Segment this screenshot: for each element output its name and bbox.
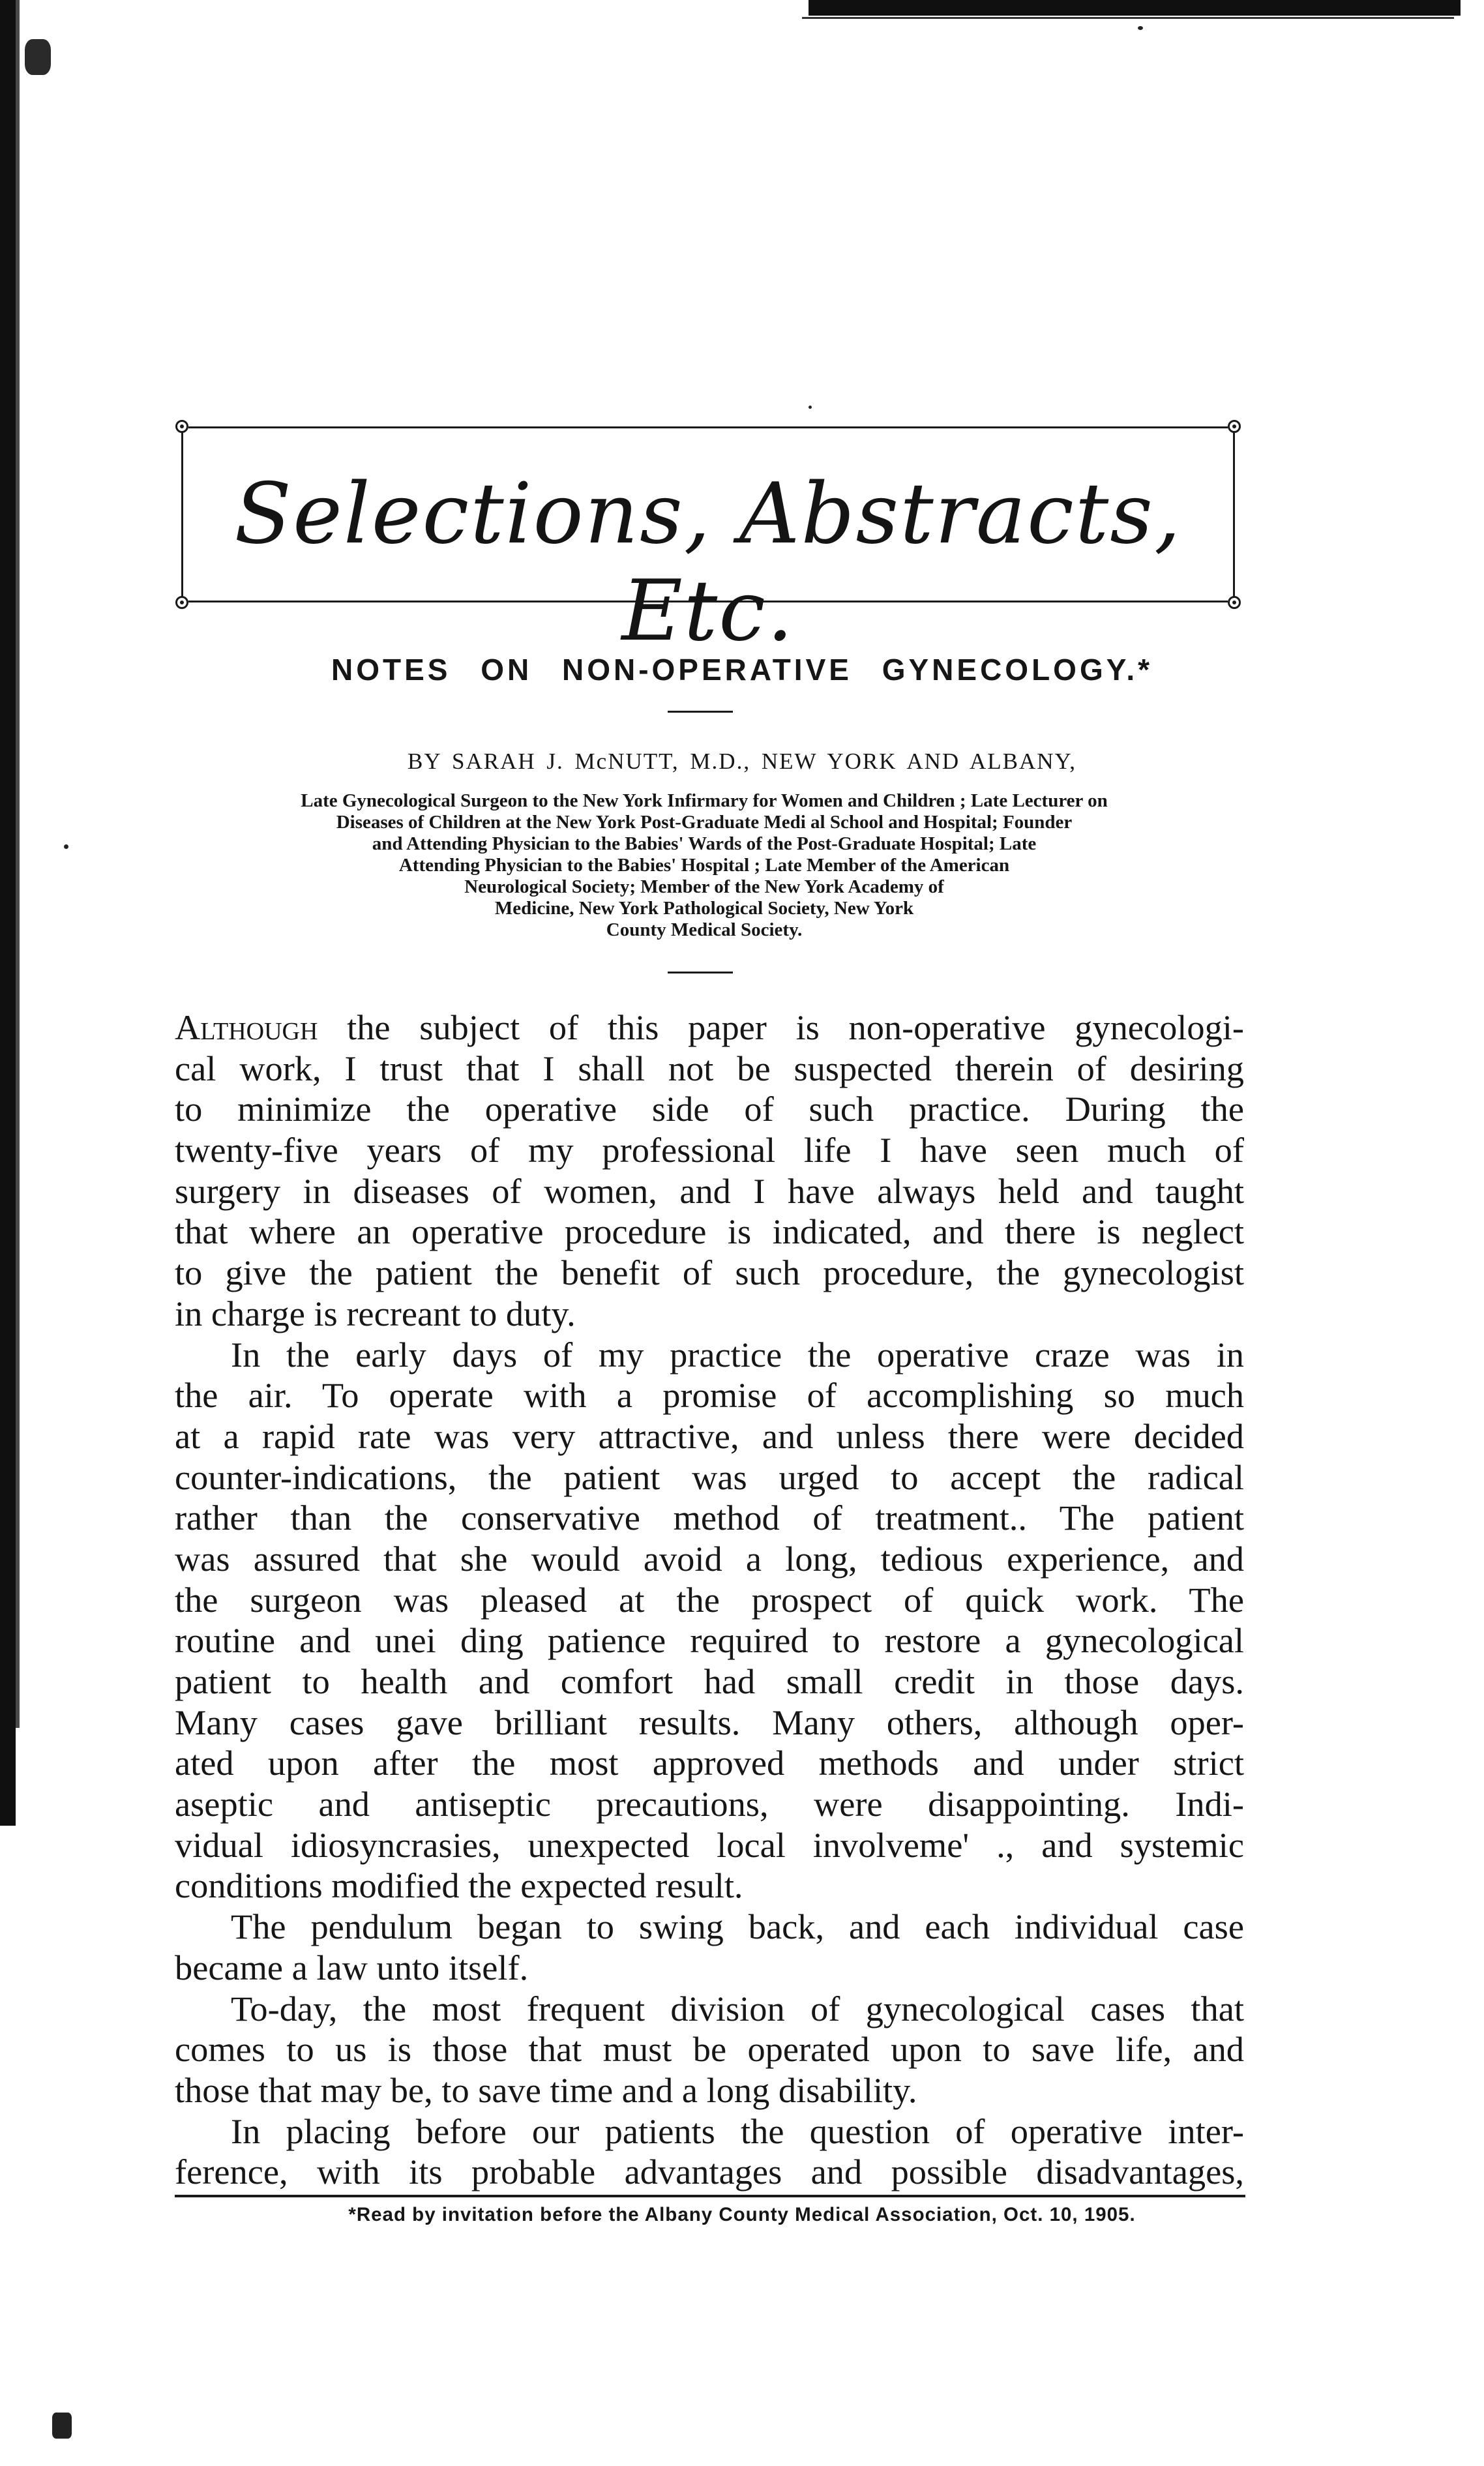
body-line: To-day, the most frequent division of gynecological cases that — [231, 1989, 1244, 2028]
header-rule-top — [188, 426, 1228, 428]
body-line: that where an operative procedure is indicated, and there is neglect — [175, 1212, 1244, 1252]
credentials-line: Late Gynecological Surgeon to the New York Infirmary for Women and Children ; Late Lecturer on — [301, 790, 1108, 811]
ornament-ring-icon — [175, 420, 188, 433]
body-line: cal work, I trust that I shall not be suspected therein of desiring — [175, 1048, 1244, 1088]
body-line: In placing before our patients the question of operative inter- — [231, 2111, 1244, 2151]
body-line: was assured that she would avoid a long, tedious experience, and — [175, 1539, 1244, 1579]
credentials-line: Attending Physician to the Babies' Hospital ; Late Member of the American — [398, 855, 1010, 876]
body-line: at a rapid rate was very attractive, and unless there were decided — [175, 1416, 1244, 1456]
title-divider — [668, 711, 733, 713]
section-header-box — [181, 426, 1235, 660]
body-line: to give the patient the benefit of such procedure, the gynecologist — [175, 1253, 1244, 1293]
scan-border-top — [809, 0, 1461, 16]
body-line-text: the subject of this paper is non-operative gynecologi- — [318, 1008, 1244, 1047]
credentials-line: County Medical Society. — [606, 919, 803, 940]
dropcap-word: Although — [175, 1008, 318, 1047]
author-line: BY SARAH J. McNUTT, M.D., NEW YORK AND ALBANY, — [407, 749, 1077, 774]
body-line: those that may be, to save time and a long disability. — [175, 2070, 917, 2110]
article-body — [175, 1007, 1244, 2193]
article-title: NOTES ON NON-OPERATIVE GYNECOLOGY.* — [331, 653, 1153, 687]
author-credentials — [163, 790, 1245, 941]
body-line: In the early days of my practice the operative craze was in — [231, 1335, 1244, 1374]
scan-speck — [52, 2413, 72, 2439]
scan-speck — [1138, 26, 1143, 30]
body-line: patient to health and comfort had small credit in those days. — [175, 1662, 1244, 1701]
body-line: rather than the conservative method of treatment.. The patient — [175, 1498, 1244, 1538]
body-line — [175, 1007, 1244, 1048]
body-line: vidual idiosyncrasies, unexpected local involveme' ., and systemic — [175, 1825, 1244, 1865]
body-line: twenty-five years of my professional life I have seen much of — [175, 1131, 1244, 1170]
body-line: to minimize the operative side of such practice. During the — [175, 1090, 1244, 1129]
scan-speck — [25, 39, 51, 75]
credentials-divider — [668, 972, 733, 973]
body-line: ated upon after the most approved methods and under strict — [175, 1744, 1244, 1783]
scan-speck — [64, 844, 68, 849]
body-line: ference, with its probable advantages and possible disadvantages, — [175, 2152, 1244, 2192]
scan-border-left — [0, 0, 16, 1826]
body-line: The pendulum began to swing back, and each individual case — [231, 1907, 1244, 1947]
section-heading: Selections, Abstracts, Etc. — [234, 466, 1182, 660]
credentials-line: and Attending Physician to the Babies' Wards of the Post-Graduate Hospital; Late — [372, 833, 1037, 854]
body-line: conditions modified the expected result. — [175, 1866, 743, 1906]
body-line: counter-indications, the patient was urged to accept the radical — [175, 1457, 1244, 1497]
body-line: Many cases gave brilliant results. Many others, although oper- — [175, 1702, 1244, 1742]
body-line: the surgeon was pleased at the prospect of quick work. The — [175, 1580, 1244, 1620]
ornament-ring-icon — [1228, 420, 1241, 433]
footnote: *Read by invitation before the Albany County Medical Association, Oct. 10, 1905. — [348, 2204, 1136, 2225]
credentials-line: Diseases of Children at the New York Post-Graduate Medi al School and Hospital; Founder — [336, 812, 1073, 833]
scan-speck — [809, 406, 812, 409]
credentials-line: Neurological Society; Member of the New York Academy of — [464, 876, 944, 897]
body-line: surgery in diseases of women, and I have always held and taught — [175, 1171, 1244, 1211]
scan-edge-left — [16, 0, 20, 1728]
body-line: in charge is recreant to duty. — [175, 1294, 576, 1333]
scan-line-top — [802, 17, 1454, 19]
body-line: comes to us is those that must be operated upon to save life, and — [175, 2030, 1244, 2070]
credentials-line: Medicine, New York Pathological Society, New York — [494, 898, 914, 919]
body-line: aseptic and antiseptic precautions, were disappointing. Indi- — [175, 1785, 1244, 1824]
footnote-rule — [175, 2195, 1245, 2197]
body-line: became a law unto itself. — [175, 1948, 529, 1987]
body-line: the air. To operate with a promise of accomplishing so much — [175, 1376, 1244, 1416]
body-line: routine and unei ding patience required to restore a gynecological — [175, 1621, 1244, 1661]
